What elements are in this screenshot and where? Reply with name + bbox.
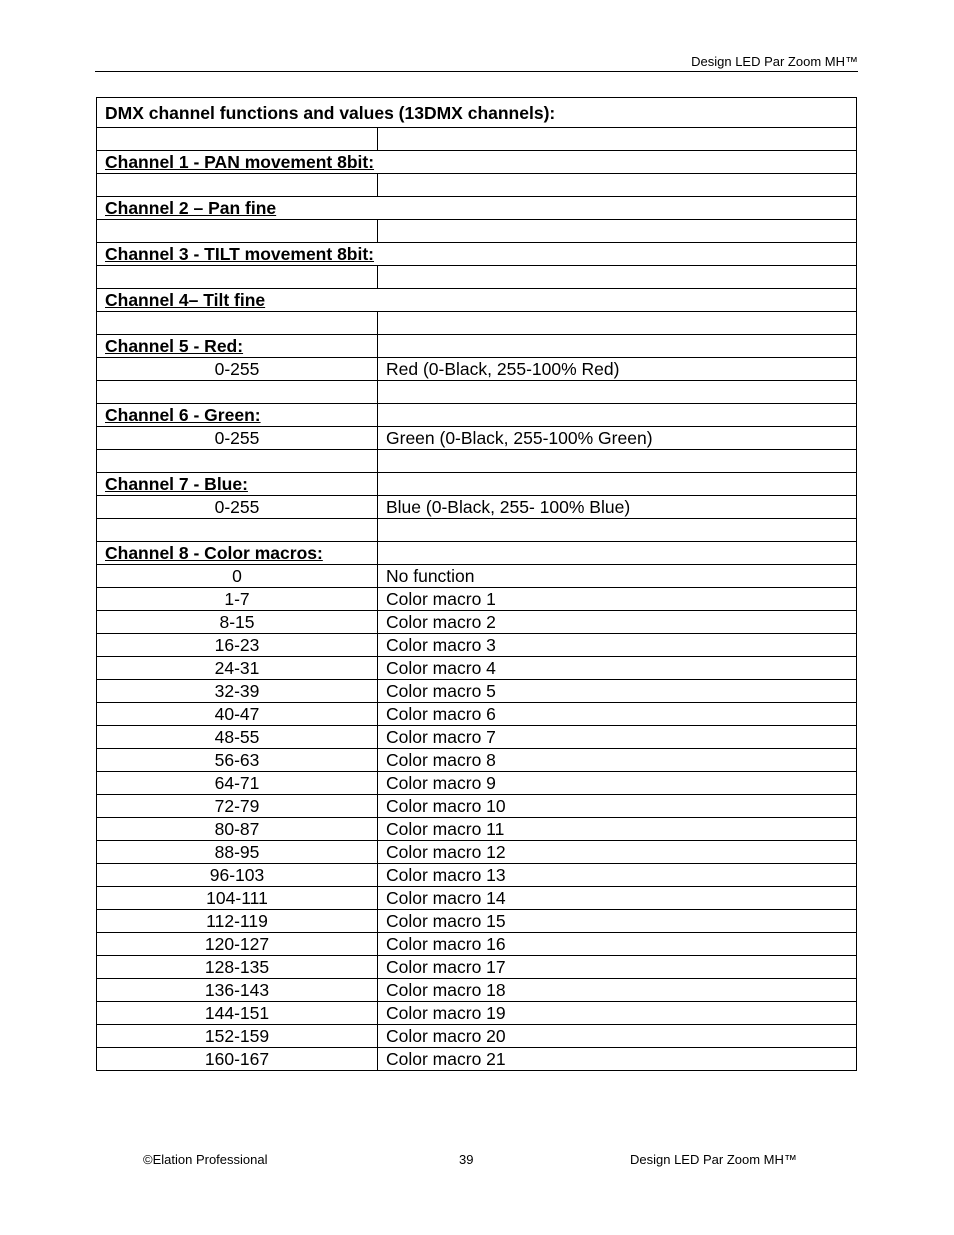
table-row xyxy=(97,749,857,772)
dmx-value: 152-159 xyxy=(97,1025,378,1048)
dmx-value: 80-87 xyxy=(97,818,378,841)
table-row xyxy=(97,910,857,933)
dmx-value: 64-71 xyxy=(97,772,378,795)
dmx-function: Color macro 15 xyxy=(378,910,857,933)
dmx-function: Color macro 13 xyxy=(378,864,857,887)
dmx-value: 104-111 xyxy=(97,887,378,910)
dmx-function: No function xyxy=(378,565,857,588)
channel-5-heading: Channel 5 - Red: xyxy=(97,335,378,358)
dmx-value: 32-39 xyxy=(97,680,378,703)
channel-3-row xyxy=(97,243,857,266)
dmx-value: 8-15 xyxy=(97,611,378,634)
dmx-value: 0 xyxy=(97,565,378,588)
dmx-channel-table xyxy=(96,97,857,1071)
spacer-row xyxy=(97,266,857,289)
table-row xyxy=(97,588,857,611)
dmx-function: Color macro 12 xyxy=(378,841,857,864)
dmx-value: 16-23 xyxy=(97,634,378,657)
dmx-function: Color macro 5 xyxy=(378,680,857,703)
table-row xyxy=(97,772,857,795)
table-row xyxy=(97,979,857,1002)
dmx-value: 0-255 xyxy=(97,427,378,450)
channel-4-row xyxy=(97,289,857,312)
dmx-value: 24-31 xyxy=(97,657,378,680)
table-row xyxy=(97,841,857,864)
table-row xyxy=(97,611,857,634)
dmx-function: Color macro 1 xyxy=(378,588,857,611)
dmx-function: Color macro 6 xyxy=(378,703,857,726)
channel-3-heading: Channel 3 - TILT movement 8bit: xyxy=(97,243,857,266)
dmx-value: 88-95 xyxy=(97,841,378,864)
table-row xyxy=(97,887,857,910)
dmx-function: Color macro 16 xyxy=(378,933,857,956)
dmx-value: 120-127 xyxy=(97,933,378,956)
table-row xyxy=(97,933,857,956)
dmx-value: 48-55 xyxy=(97,726,378,749)
dmx-value: 56-63 xyxy=(97,749,378,772)
channel-1-row xyxy=(97,151,857,174)
table-row xyxy=(97,634,857,657)
table-title: DMX channel functions and values (13DMX channels): xyxy=(97,98,857,128)
table-row xyxy=(97,818,857,841)
table-row xyxy=(97,496,857,519)
table-row xyxy=(97,1048,857,1071)
channel-2-heading: Channel 2 – Pan fine xyxy=(97,197,857,220)
footer-product-name: Design LED Par Zoom MH™ xyxy=(630,1152,797,1167)
header-divider xyxy=(95,71,858,72)
spacer-row xyxy=(97,450,857,473)
table-row xyxy=(97,726,857,749)
dmx-value: 40-47 xyxy=(97,703,378,726)
dmx-function: Color macro 7 xyxy=(378,726,857,749)
spacer-row xyxy=(97,519,857,542)
dmx-value: 0-255 xyxy=(97,496,378,519)
dmx-value: 112-119 xyxy=(97,910,378,933)
dmx-value: 96-103 xyxy=(97,864,378,887)
dmx-function: Color macro 18 xyxy=(378,979,857,1002)
spacer-row xyxy=(97,220,857,243)
spacer-row xyxy=(97,312,857,335)
dmx-function: Color macro 2 xyxy=(378,611,857,634)
table-row xyxy=(97,358,857,381)
dmx-value: 1-7 xyxy=(97,588,378,611)
dmx-function: Blue (0-Black, 255- 100% Blue) xyxy=(378,496,857,519)
dmx-function: Green (0-Black, 255-100% Green) xyxy=(378,427,857,450)
dmx-function: Color macro 21 xyxy=(378,1048,857,1071)
table-row xyxy=(97,864,857,887)
dmx-function: Color macro 9 xyxy=(378,772,857,795)
table-row xyxy=(97,680,857,703)
table-row xyxy=(97,956,857,979)
table-row xyxy=(97,703,857,726)
dmx-function: Color macro 8 xyxy=(378,749,857,772)
dmx-function: Color macro 17 xyxy=(378,956,857,979)
page-header: Design LED Par Zoom MH™ xyxy=(691,54,858,69)
dmx-function: Red (0-Black, 255-100% Red) xyxy=(378,358,857,381)
dmx-function: Color macro 4 xyxy=(378,657,857,680)
spacer-row xyxy=(97,128,857,151)
dmx-value: 72-79 xyxy=(97,795,378,818)
channel-1-heading: Channel 1 - PAN movement 8bit: xyxy=(97,151,857,174)
dmx-function: Color macro 11 xyxy=(378,818,857,841)
dmx-value: 0-255 xyxy=(97,358,378,381)
channel-7-heading: Channel 7 - Blue: xyxy=(97,473,378,496)
channel-8-row xyxy=(97,542,857,565)
footer-copyright: ©Elation Professional xyxy=(143,1152,268,1167)
channel-6-heading: Channel 6 - Green: xyxy=(97,404,378,427)
dmx-value: 128-135 xyxy=(97,956,378,979)
spacer-row xyxy=(97,174,857,197)
dmx-function: Color macro 20 xyxy=(378,1025,857,1048)
channel-4-heading: Channel 4– Tilt fine xyxy=(97,289,857,312)
spacer-row xyxy=(97,381,857,404)
channel-7-row xyxy=(97,473,857,496)
table-row xyxy=(97,427,857,450)
color-macro-rows xyxy=(97,565,857,1071)
table-title-row xyxy=(97,98,857,128)
table-row xyxy=(97,657,857,680)
dmx-value: 136-143 xyxy=(97,979,378,1002)
channel-6-row xyxy=(97,404,857,427)
dmx-function: Color macro 10 xyxy=(378,795,857,818)
dmx-function: Color macro 14 xyxy=(378,887,857,910)
channel-5-row xyxy=(97,335,857,358)
table-row xyxy=(97,565,857,588)
dmx-function: Color macro 3 xyxy=(378,634,857,657)
dmx-function: Color macro 19 xyxy=(378,1002,857,1025)
table-row xyxy=(97,1002,857,1025)
dmx-value: 160-167 xyxy=(97,1048,378,1071)
footer-page-number: 39 xyxy=(459,1152,474,1167)
channel-2-row xyxy=(97,197,857,220)
dmx-value: 144-151 xyxy=(97,1002,378,1025)
table-row xyxy=(97,1025,857,1048)
channel-8-heading: Channel 8 - Color macros: xyxy=(97,542,378,565)
table-row xyxy=(97,795,857,818)
